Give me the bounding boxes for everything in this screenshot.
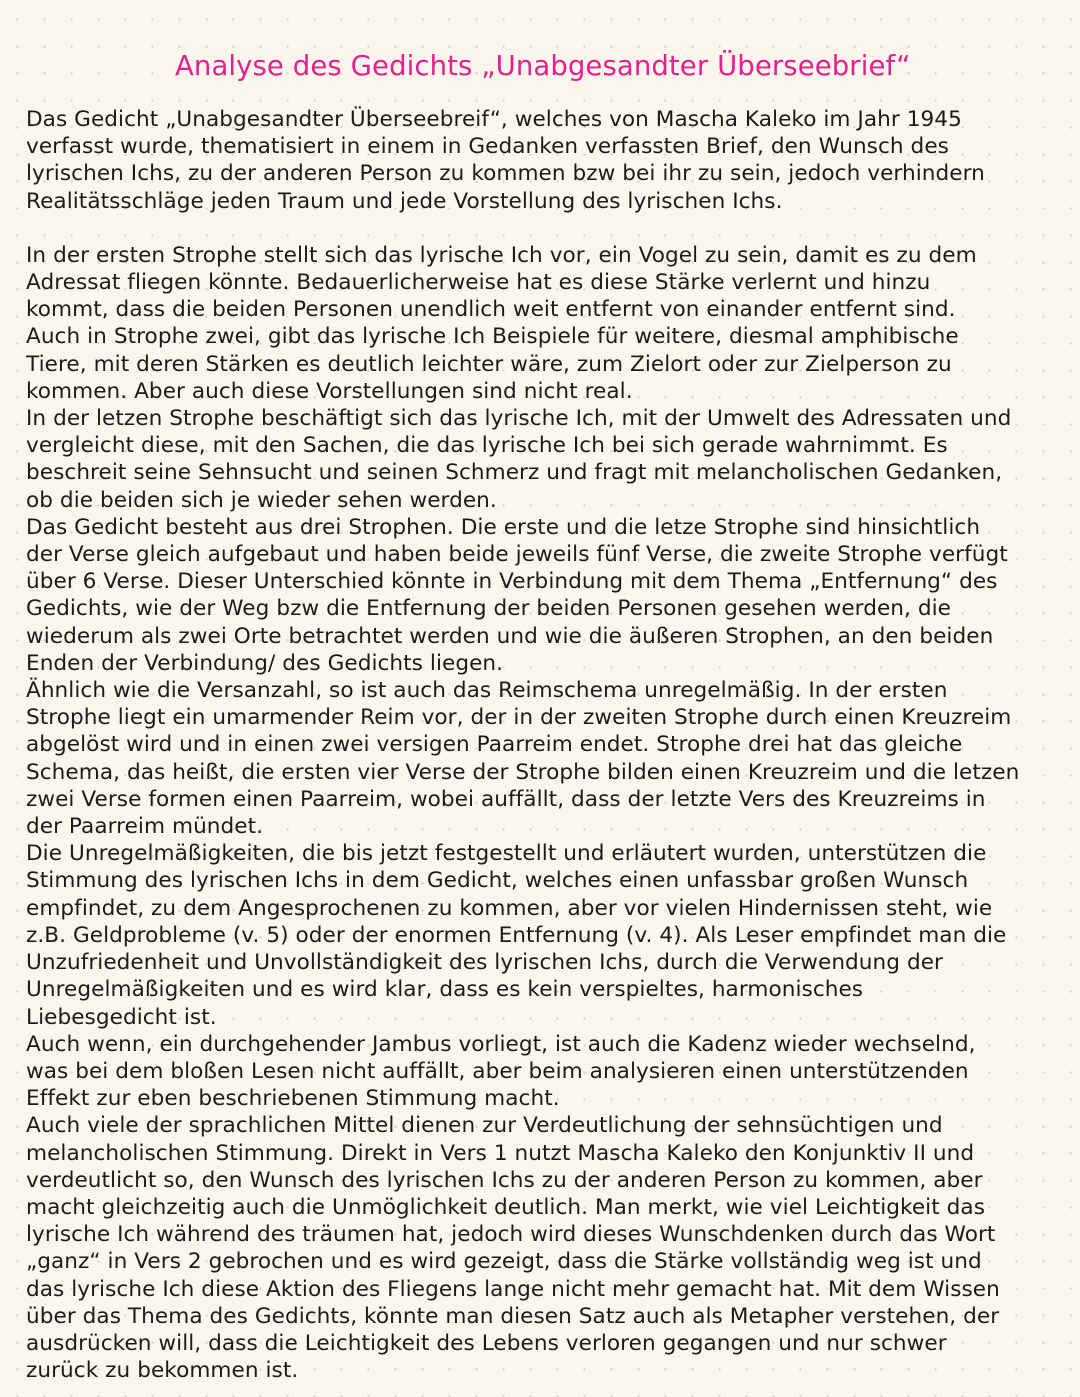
document-page <box>26 0 1071 1384</box>
text-line: Realitätsschläge jeden Traum und jede Vorstellung des lyrischen Ichs. <box>26 188 783 214</box>
document-body <box>26 106 1071 1384</box>
text-line: Unregelmäßigkeiten und es wird klar, dass es kein verspieltes, harmonisches <box>26 977 864 1003</box>
text-line: z.B. Geldprobleme (v. 5) oder der enormen Entfernung (v. 4). Als Leser empfindet man die <box>26 922 1007 948</box>
text-line: zwei Verse formen einen Paarreim, wobei auffällt, dass der letzte Vers des Kreuzreims in <box>26 786 986 812</box>
text-line: Effekt zur eben beschriebenen Stimmung macht. <box>26 1086 560 1112</box>
text-line: Das Gedicht „Unabgesandter Überseebreif“, welches von Mascha Kaleko im Jahr 1945 <box>26 107 962 132</box>
text-line: Auch wenn, ein durchgehender Jambus vorliegt, ist auch die Kadenz wieder wechselnd, <box>26 1031 976 1057</box>
text-line: ob die beiden sich je wieder sehen werden. <box>26 487 497 513</box>
text-line: wiederum als zwei Orte betrachtet werden und wie die äußeren Strophen, an den beiden <box>26 623 994 649</box>
text-line: Unzufriedenheit und Unvollständigkeit des lyrischen Ichs, durch die Verwendung der <box>26 950 943 976</box>
text-line: Das Gedicht besteht aus drei Strophen. Die erste und die letze Strophe sind hinsichtlich <box>26 514 981 540</box>
text-line: das lyrische Ich diese Aktion des Fliegens lange nicht mehr gemacht hat. Mit dem Wissen <box>26 1276 1000 1302</box>
text-line: verfasst wurde, thematisiert in einem in Gedanken verfassten Brief, den Wunsch des <box>26 134 949 160</box>
text-line: Gedichts, wie der Weg bzw die Entfernung der beiden Personen gesehen werden, die <box>26 596 952 622</box>
text-line: empfindet, zu dem Angesprochenen zu kommen, aber vor vielen Hindernissen steht, wie <box>26 895 993 921</box>
text-line: abgelöst wird und in einen zwei versigen Paarreim endet. Strophe drei hat das gleiche <box>26 732 963 758</box>
text-line: Die Unregelmäßigkeiten, die bis jetzt festgestellt und erläutert wurden, unterstützen die <box>26 841 987 867</box>
paragraph <box>26 106 1071 215</box>
text-line: vergleicht diese, mit den Sachen, die das lyrische Ich bei sich gerade wahrnimmt. Es <box>26 433 948 459</box>
text-line: Adressat fliegen könnte. Bedauerlicherweise hat es diese Stärke verlernt und hinzu <box>26 270 931 296</box>
text-line: was bei dem bloßen Lesen nicht auffällt, aber beim analysieren einen unterstützenden <box>26 1058 969 1084</box>
text-line: Auch in Strophe zwei, gibt das lyrische Ich Beispiele für weitere, diesmal amphibische <box>26 324 959 350</box>
text-line: Tiere, mit deren Stärken es deutlich leichter wäre, zum Zielort oder zur Zielperson zu <box>26 351 952 377</box>
text-line: Strophe liegt ein umarmender Reim vor, der in der zweiten Strophe durch einen Kreuzreim <box>26 705 1012 731</box>
text-line: Auch viele der sprachlichen Mittel dienen zur Verdeutlichung der sehnsüchtigen und <box>26 1113 943 1139</box>
text-line: Schema, das heißt, die ersten vier Verse der Strophe bilden einen Kreuzreim und die letzen <box>26 759 1020 785</box>
text-line: zurück zu bekommen ist. <box>26 1358 299 1384</box>
text-line: über 6 Verse. Dieser Unterschied könnte in Verbindung mit dem Thema „Entfernung“ des <box>26 569 998 595</box>
paragraph <box>26 242 1071 1385</box>
text-line: verdeutlicht so, den Wunsch des lyrischen Ichs zu der anderen Person zu kommen, aber <box>26 1167 983 1193</box>
text-line: Liebesgedicht ist. <box>26 1004 217 1030</box>
text-line: ausdrücken will, dass die Leichtigkeit des Lebens verloren gegangen und nur schwer <box>26 1330 947 1356</box>
text-line: Ähnlich wie die Versanzahl, so ist auch das Reimschema unregelmäßig. In der ersten <box>26 678 948 704</box>
text-line: lyrische Ich während des träumen hat, jedoch wird dieses Wunschdenken durch das Wort <box>26 1222 996 1248</box>
text-line: macht gleichzeitig auch die Unmöglichkeit deutlich. Man merkt, wie viel Leichtigkeit das <box>26 1194 985 1220</box>
text-line: „ganz“ in Vers 2 gebrochen und es wird gezeigt, dass die Stärke vollständig weg ist und <box>26 1249 982 1275</box>
text-line: Stimmung des lyrischen Ichs in dem Gedicht, welches einen unfassbar großen Wunsch <box>26 868 969 894</box>
text-line: In der ersten Strophe stellt sich das lyrische Ich vor, ein Vogel zu sein, damit es zu dem <box>26 242 977 268</box>
text-line: Enden der Verbindung/ des Gedichts liegen. <box>26 650 504 676</box>
text-line: lyrischen Ichs, zu der anderen Person zu kommen bzw bei ihr zu sein, jedoch verhindern <box>26 161 985 187</box>
text-line: beschreit seine Sehnsucht und seinen Schmerz und fragt mit melancholischen Gedanken, <box>26 460 1003 486</box>
document-title: Analyse des Gedichts „Unabgesandter Überseebrief“ <box>175 50 911 82</box>
text-line: kommt, dass die beiden Personen unendlich weit entfernt von einander entfernt sind. <box>26 297 956 323</box>
text-line: der Verse gleich aufgebaut und haben beide jeweils fünf Verse, die zweite Strophe verfügt <box>26 542 1008 568</box>
text-line: kommen. Aber auch diese Vorstellungen sind nicht real. <box>26 378 633 404</box>
text-line: In der letzen Strophe beschäftigt sich das lyrische Ich, mit der Umwelt des Adressaten und <box>26 406 1012 432</box>
text-line: über das Thema des Gedichts, könnte man diesen Satz auch als Metapher verstehen, der <box>26 1303 1000 1329</box>
text-line: melancholischen Stimmung. Direkt in Vers 1 nutzt Mascha Kaleko den Konjunktiv II und <box>26 1140 975 1166</box>
text-line: der Paarreim mündet. <box>26 814 264 840</box>
